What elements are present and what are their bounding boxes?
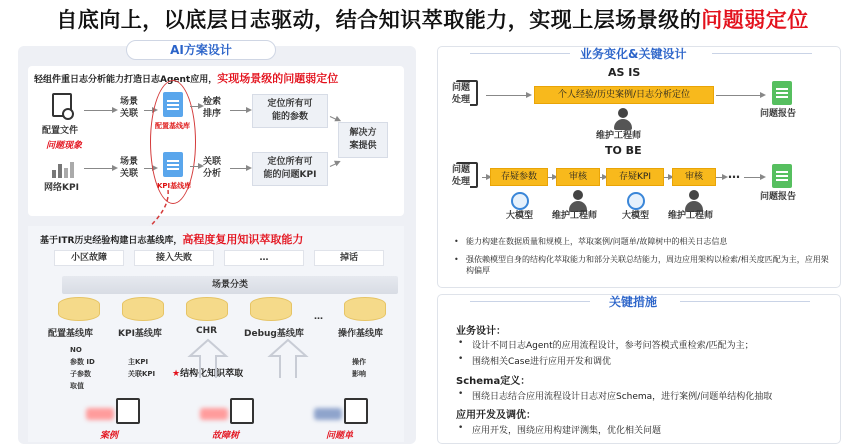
upper-heading (34, 70, 338, 86)
db-label-ellipsis: … (314, 312, 323, 322)
title-highlight: 问题弱定位 (701, 8, 809, 32)
upward-arrows (180, 338, 360, 378)
report-doc-icon-2 (772, 164, 792, 188)
lower-heading (40, 231, 303, 247)
db-label-chr: CHR (196, 326, 218, 336)
arrow-to-retrieval (190, 106, 202, 107)
arrow-to-ellipsis (716, 177, 726, 178)
section-item-business-2: • 围绕相关Case进行应用开发和调优 (472, 354, 611, 367)
engineer-avatar-asis (612, 108, 634, 130)
to-be-step-1: 存疑参数 (490, 168, 548, 186)
engineer-label-asis: 维护工程师 (596, 131, 642, 141)
db-cylinder-kpi (122, 297, 164, 321)
db-label-operation: 操作基线库 (338, 329, 384, 339)
section-item-schema-1: • 围绕日志结合应用流程设计日志对应Schema，进行案例/问题单结构化抽取 (472, 389, 772, 402)
problem-phenomenon-label: 问题现象 (46, 141, 83, 151)
large-model-icon-1 (511, 192, 529, 210)
config-baseline-db-label: 配置基线库 (155, 122, 190, 130)
key-measures-title: 关键措施 (609, 295, 658, 309)
ticket-source-label: 问题单 (326, 431, 354, 441)
extraction-text: 结构化知识萃取 (180, 369, 244, 379)
to-be-step-2: 审核 (556, 168, 600, 186)
to-be-label: TO BE (605, 144, 642, 157)
case-pill-call-drop: 掉话 (314, 250, 384, 266)
problem-report-label-2: 问题报告 (760, 192, 797, 202)
case-pill-ellipsis: … (224, 250, 304, 266)
scene-classification-bar: 场景分类 (62, 276, 398, 294)
case-source-label: 案例 (100, 431, 119, 441)
arrow-to-scene-1 (84, 110, 116, 111)
solution-box: 解决方 案提供 (338, 122, 388, 158)
ticket-source-icon (344, 398, 368, 424)
params-mid-label: 主KPI 关联KPI (128, 358, 156, 378)
arrow-to-locate-params (230, 110, 250, 111)
assoc-analysis-label: 关联 分析 (203, 157, 222, 179)
arrow-to-step-4 (664, 177, 672, 178)
locate-kpi-box: 定位所有可 能的问题KPI (252, 152, 328, 186)
measures-rule-right (680, 301, 810, 302)
problem-report-label-1: 问题报告 (760, 109, 797, 119)
scene-assoc-label-2: 场景 关联 (120, 157, 139, 179)
section-head-appdev: 应用开发及调优： (456, 410, 536, 421)
upper-heading-text: 轻组件重日志分析能力打造日志Agent应用， (34, 75, 218, 85)
kpi-bars-icon (52, 160, 76, 178)
ticket-blur-mark (314, 408, 342, 420)
kpi-baseline-db-label: KPI基线库 (157, 182, 192, 190)
db-cylinder-operation (344, 297, 386, 321)
case-blur-mark (86, 408, 114, 420)
faulttree-source-icon (230, 398, 254, 424)
engineer-label-2: 维护工程师 (668, 211, 714, 221)
business-change-title: 业务变化&关键设计 (580, 47, 687, 61)
params-left-label: NO 参数 ID 子参数 取值 (70, 346, 95, 390)
large-model-icon-2 (627, 192, 645, 210)
engineer-label-1: 维护工程师 (552, 211, 598, 221)
large-model-label-2: 大模型 (622, 211, 650, 221)
db-label-kpi: KPI基线库 (118, 329, 162, 339)
business-bullet-1: • 能力构建在数据质量和规模上，萃取案例/问题单/故障树中的相关日志信息 (466, 236, 826, 247)
arrow-to-locate-kpi (230, 168, 250, 169)
report-doc-icon-1 (772, 81, 792, 105)
faulttree-source-label: 故障树 (212, 431, 240, 441)
business-bullet-2: • 强依赖模型自身的结构化萃取能力和部分关联总结能力，周边应用架构以检索/相关度匹配为主，应用架构偏厚 (466, 254, 830, 276)
arrow-to-asis-box (486, 95, 530, 96)
to-be-step-3: 存疑KPI (606, 168, 664, 186)
title-rule-right (712, 53, 812, 54)
scene-assoc-label-1: 场景 关联 (120, 97, 139, 119)
to-be-step-4: 审核 (672, 168, 716, 186)
as-is-label: AS IS (608, 66, 641, 79)
measures-rule-left (470, 301, 590, 302)
retrieval-rank-label: 检索 排序 (203, 97, 222, 119)
large-model-label-1: 大模型 (506, 211, 534, 221)
config-baseline-doc-icon (163, 92, 183, 117)
case-pill-cell-fault: 小区故障 (54, 250, 124, 266)
locate-params-box: 定位所有可 能的参数 (252, 94, 328, 128)
section-item-appdev-1: • 应用开发，围绕应用构建评测集，优化相关问题 (472, 423, 661, 436)
arrow-to-scene-2 (84, 168, 116, 169)
faulttree-blur-mark (200, 408, 228, 420)
arrow-to-step-2 (548, 177, 556, 178)
engineer-avatar-2 (683, 190, 705, 212)
page-title (0, 4, 865, 34)
title-rule-left (470, 53, 570, 54)
problem-handling-label-2: 问题 处理 (452, 165, 471, 187)
case-pill-access-fail: 接入失败 (134, 250, 214, 266)
to-be-ellipsis: … (728, 167, 740, 181)
lower-heading-text: 基于ITR历史经验构建日志基线库， (40, 236, 183, 246)
params-right-label: 操作 影响 (352, 358, 366, 378)
db-cylinder-debug (250, 297, 292, 321)
upper-heading-red: 实现场景级的问题弱定位 (217, 72, 339, 85)
section-item-business-1: • 设计不同日志Agent的应用流程设计，参考问答模式重检索/匹配为主； (472, 338, 754, 351)
db-cylinder-config (58, 297, 100, 321)
arrow-to-assoc (190, 166, 202, 167)
key-measures-panel (437, 294, 841, 444)
gear-icon (62, 108, 74, 120)
engineer-avatar-1 (567, 190, 589, 212)
title-main: 自底向上，以底层日志驱动，结合知识萃取能力，实现上层场景级的 (56, 8, 702, 32)
db-label-config: 配置基线库 (48, 329, 94, 339)
star-icon: ★ (172, 369, 181, 379)
case-source-icon (116, 398, 140, 424)
db-cylinder-chr (186, 297, 228, 321)
arrow-to-step-1 (482, 177, 490, 178)
network-kpi-label: 网络KPI (44, 183, 79, 193)
arrow-to-report-2 (744, 177, 764, 178)
db-label-debug: Debug基线库 (244, 329, 304, 339)
ai-design-tab: AI方案设计 (126, 40, 276, 60)
as-is-process-box: 个人经验/历史案例/日志分析定位 (534, 86, 714, 104)
section-head-business: 业务设计： (456, 326, 506, 337)
section-head-schema: Schema定义： (456, 376, 531, 387)
config-file-label: 配置文件 (42, 126, 79, 136)
kpi-baseline-doc-icon (163, 152, 183, 177)
arrow-to-report-1 (716, 95, 764, 96)
problem-handling-label-1: 问题 处理 (452, 83, 471, 105)
lower-heading-red: 高程度复用知识萃取能力 (182, 233, 304, 246)
